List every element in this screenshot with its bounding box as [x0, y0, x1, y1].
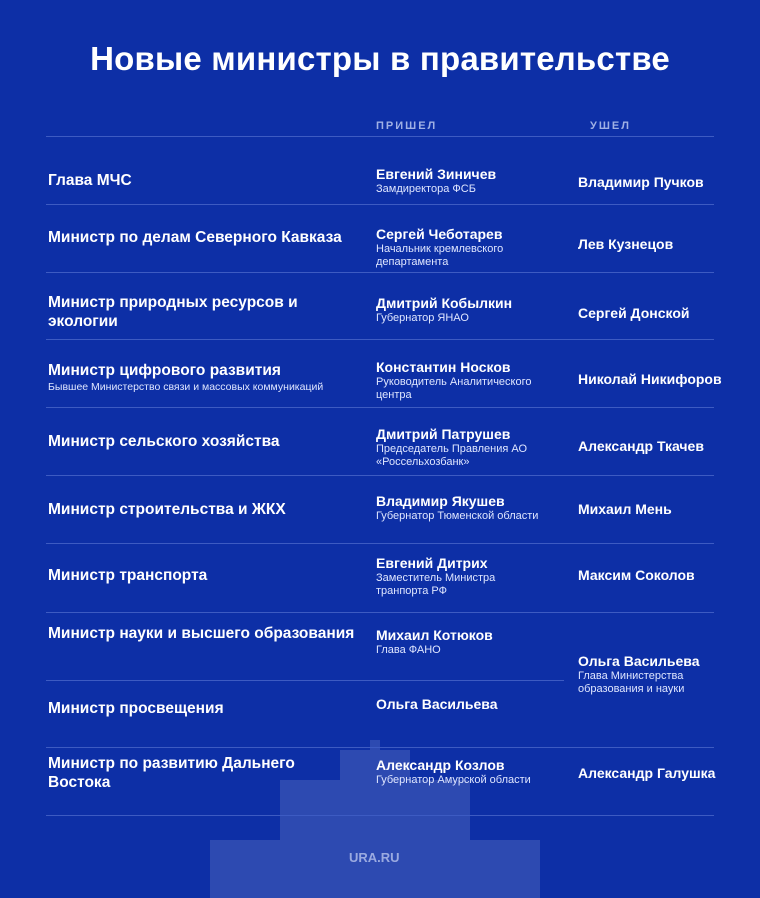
- merged-left-cell: [578, 652, 708, 696]
- came-note: Замдиректора ФСБ: [376, 183, 476, 195]
- came-name: Ольга Васильева: [376, 696, 498, 712]
- left-name: Максим Соколов: [578, 567, 695, 583]
- table-row: [0, 340, 760, 408]
- came-cell: [376, 358, 566, 402]
- came-note: Губернатор ЯНАО: [376, 312, 469, 324]
- table-row: [0, 273, 760, 340]
- came-cell: [376, 492, 566, 523]
- position-label: Министр природных ресурсов и экологии: [48, 294, 298, 330]
- came-name: Владимир Якушев: [376, 493, 505, 509]
- came-cell: [376, 756, 566, 787]
- came-note: Председатель Правления АО «Россельхозбанк»: [376, 443, 528, 468]
- came-cell: [376, 294, 566, 325]
- position-label: Министр по развитию Дальнего Востока: [48, 755, 295, 791]
- position-label: Министр по делам Северного Кавказа: [48, 229, 342, 246]
- left-name: Сергей Донской: [578, 305, 690, 321]
- column-header-left: УШЕЛ: [590, 120, 631, 132]
- left-note: Глава Министерства образования и науки: [578, 670, 685, 695]
- position-label: Министр просвещения: [48, 700, 224, 717]
- position-label: Министр сельского хозяйства: [48, 433, 280, 450]
- left-name: Лев Кузнецов: [578, 236, 674, 252]
- position-label: Министр науки и высшего образования: [48, 625, 355, 642]
- left-name: Александр Галушка: [578, 765, 716, 781]
- came-cell: [376, 425, 536, 469]
- position-note: Бывшее Министерство связи и массовых коммуникаций: [48, 381, 324, 393]
- position-label: Министр строительства и ЖКХ: [48, 501, 286, 518]
- ura-logo: URA.RU: [349, 850, 400, 865]
- came-name: Александр Козлов: [376, 757, 505, 773]
- came-note: Заместитель Министра транпорта РФ: [376, 572, 496, 597]
- came-cell: [376, 225, 566, 269]
- came-name: Михаил Котюков: [376, 627, 493, 643]
- came-name: Константин Носков: [376, 359, 511, 375]
- table-row: [0, 544, 760, 613]
- came-note: Начальник кремлевского департамента: [376, 243, 504, 268]
- position-label: Глава МЧС: [48, 172, 132, 189]
- came-cell: [376, 165, 566, 196]
- row-divider: [46, 815, 714, 816]
- table-row: [0, 476, 760, 544]
- left-name: Николай Никифоров: [578, 371, 722, 387]
- left-name: Владимир Пучков: [578, 174, 704, 190]
- came-note: Губернатор Тюменской области: [376, 510, 539, 522]
- table-row: [0, 205, 760, 273]
- table-row: [0, 748, 760, 816]
- came-cell: [376, 554, 516, 598]
- came-name: Евгений Зиничев: [376, 166, 497, 182]
- column-header-came: ПРИШЕЛ: [376, 120, 438, 132]
- position-label: Министр транспорта: [48, 567, 208, 584]
- came-note: Губернатор Амурской области: [376, 774, 531, 786]
- position-label: Министр цифрового развития: [48, 362, 281, 379]
- came-note: Руководитель Аналитического центра: [376, 376, 532, 401]
- left-name: Александр Ткачев: [578, 438, 704, 454]
- came-name: Сергей Чеботарев: [376, 226, 503, 242]
- left-name: Ольга Васильева: [578, 653, 700, 669]
- position-cell: [48, 361, 358, 394]
- left-name: Михаил Мень: [578, 501, 672, 517]
- came-cell: [376, 626, 566, 657]
- came-name: Дмитрий Патрушев: [376, 426, 511, 442]
- came-name: Евгений Дитрих: [376, 555, 488, 571]
- came-name: Дмитрий Кобылкин: [376, 295, 513, 311]
- came-cell: [376, 695, 566, 713]
- page-title: Новые министры в правительстве: [90, 40, 670, 77]
- came-note: Глава ФАНО: [376, 644, 441, 656]
- table-row: [0, 408, 760, 476]
- table-row: [0, 137, 760, 205]
